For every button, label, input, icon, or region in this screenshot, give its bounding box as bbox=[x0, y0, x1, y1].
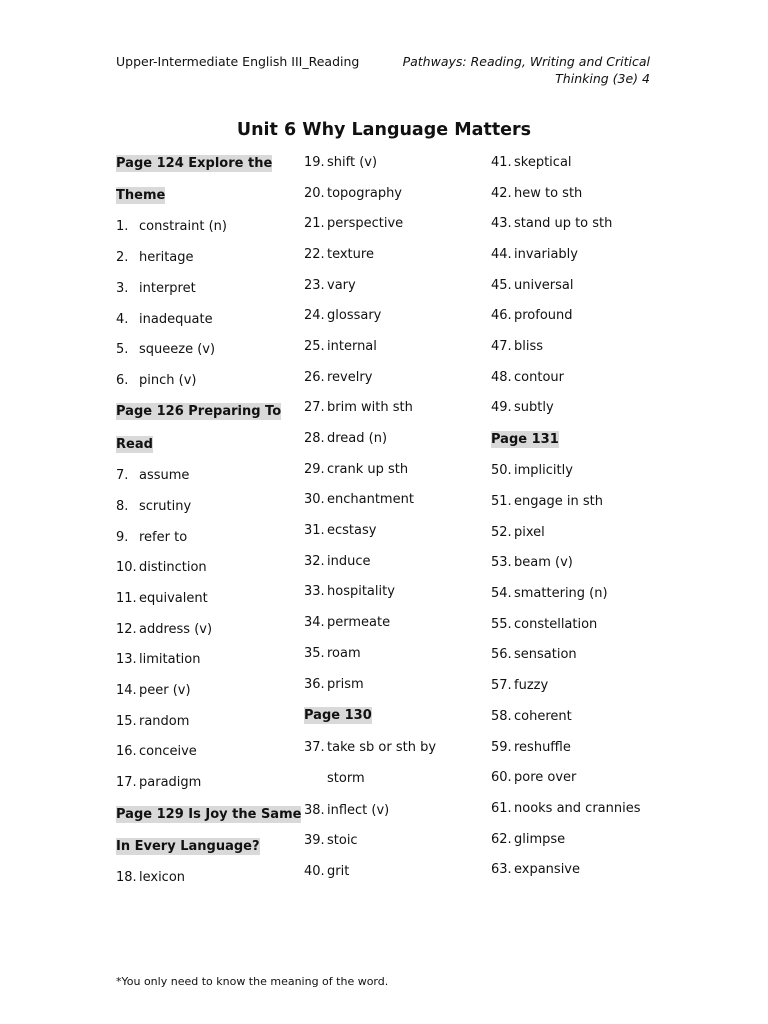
vocab-item bbox=[116, 583, 286, 614]
vocab-item-term: limitation bbox=[139, 652, 201, 668]
vocab-item-term: paradigm bbox=[139, 775, 202, 791]
vocab-item-term: bliss bbox=[514, 338, 544, 354]
vocab-item-number: 45. bbox=[491, 277, 512, 293]
vocab-item-number: 12. bbox=[116, 621, 137, 637]
vocab-item bbox=[116, 273, 286, 304]
vocab-item-number: 32. bbox=[304, 553, 325, 569]
vocab-item-term: pixel bbox=[514, 524, 545, 540]
vocab-item-number: 39. bbox=[304, 833, 325, 849]
vocab-item-number: 49. bbox=[491, 400, 512, 416]
vocab-item-number: 26. bbox=[304, 369, 325, 385]
vocab-item-number: 23. bbox=[304, 277, 325, 293]
vocab-item bbox=[304, 208, 474, 239]
vocab-item-number: 36. bbox=[304, 676, 325, 692]
vocab-item-number: 11. bbox=[116, 590, 137, 606]
vocab-item bbox=[116, 737, 286, 768]
vocab-item bbox=[304, 577, 474, 608]
vocab-item bbox=[304, 485, 474, 516]
vocab-item-number: 2. bbox=[116, 250, 129, 266]
vocab-item-number: 51. bbox=[491, 494, 512, 510]
vocab-item bbox=[116, 767, 286, 798]
vocab-item bbox=[116, 212, 286, 243]
vocab-item-term: lexicon bbox=[139, 870, 186, 886]
vocab-item bbox=[491, 640, 661, 671]
vocab-column-1 bbox=[116, 147, 302, 893]
section-heading-text: Page 124 Explore the bbox=[116, 155, 273, 171]
vocab-item-number: 8. bbox=[116, 498, 129, 514]
vocab-item bbox=[491, 147, 661, 178]
header-course: Upper-Intermediate English III_Reading bbox=[116, 54, 360, 69]
header-book-line2: Thinking (3e) 4 bbox=[555, 71, 650, 86]
vocab-item-term: glossary bbox=[327, 308, 382, 324]
vocab-item bbox=[491, 270, 661, 301]
vocab-item-term: interpret bbox=[139, 280, 196, 296]
vocab-item-term: constellation bbox=[514, 616, 598, 632]
vocab-item-number: 50. bbox=[491, 463, 512, 479]
vocab-item bbox=[304, 856, 474, 887]
vocab-item-number: 53. bbox=[491, 555, 512, 571]
vocab-item-continuation: storm bbox=[327, 771, 365, 786]
section-heading bbox=[116, 830, 286, 862]
vocab-item-number: 48. bbox=[491, 369, 512, 385]
vocab-item-term: scrutiny bbox=[139, 498, 192, 514]
vocab-item bbox=[116, 552, 286, 583]
vocab-item-term: engage in sth bbox=[514, 494, 603, 510]
vocab-item-number: 38. bbox=[304, 802, 325, 818]
vocab-item-term: revelry bbox=[327, 369, 373, 385]
vocab-item bbox=[491, 793, 661, 824]
vocab-item-term: sensation bbox=[514, 647, 577, 663]
vocab-item-term: address (v) bbox=[139, 621, 213, 637]
vocab-item-term: texture bbox=[327, 246, 374, 262]
vocab-item-number: 14. bbox=[116, 682, 137, 698]
header-book bbox=[380, 53, 650, 87]
vocab-item-number: 46. bbox=[491, 308, 512, 324]
vocab-item-number: 44. bbox=[491, 246, 512, 262]
vocab-item-term: universal bbox=[514, 277, 574, 293]
vocab-item-number: 40. bbox=[304, 863, 325, 879]
vocab-item-number: 37. bbox=[304, 739, 325, 755]
vocab-item bbox=[304, 270, 474, 301]
section-heading-text: Page 130 bbox=[304, 708, 372, 724]
vocab-item-number: 42. bbox=[491, 185, 512, 201]
section-heading-text: Page 129 Is Joy the Same bbox=[116, 806, 302, 822]
vocab-item bbox=[304, 362, 474, 393]
vocab-item-term: profound bbox=[514, 308, 573, 324]
vocab-item-number: 47. bbox=[491, 338, 512, 354]
vocab-item-number: 31. bbox=[304, 523, 325, 539]
vocab-item-number: 62. bbox=[491, 831, 512, 847]
vocab-item bbox=[491, 854, 661, 885]
vocab-item-number: 4. bbox=[116, 311, 129, 327]
vocab-item-term: peer (v) bbox=[139, 682, 191, 698]
section-heading bbox=[116, 147, 286, 179]
vocab-item-number: 28. bbox=[304, 431, 325, 447]
vocab-item bbox=[304, 669, 474, 700]
vocab-item bbox=[491, 670, 661, 701]
vocab-item-term: assume bbox=[139, 468, 190, 484]
vocab-item-term: equivalent bbox=[139, 590, 208, 606]
vocab-item-term: induce bbox=[327, 553, 371, 569]
vocab-item-term: roam bbox=[327, 645, 361, 661]
vocab-item bbox=[491, 300, 661, 331]
vocab-item-number: 33. bbox=[304, 584, 325, 600]
vocab-item-term: shift (v) bbox=[327, 154, 378, 170]
vocab-item bbox=[491, 455, 661, 486]
vocab-item-number: 18. bbox=[116, 870, 137, 886]
vocab-item bbox=[304, 607, 474, 638]
vocab-item bbox=[491, 362, 661, 393]
vocab-item-number: 21. bbox=[304, 216, 325, 232]
vocab-item bbox=[491, 208, 661, 239]
vocab-item-number: 34. bbox=[304, 615, 325, 631]
vocab-item-term: distinction bbox=[139, 560, 207, 576]
vocab-item-term: stoic bbox=[327, 833, 358, 849]
vocab-item-number: 20. bbox=[304, 185, 325, 201]
vocab-item bbox=[491, 239, 661, 270]
section-heading bbox=[116, 179, 286, 211]
vocab-item-term: contour bbox=[514, 369, 564, 385]
vocab-item-term: brim with sth bbox=[327, 400, 413, 416]
vocab-item-number: 7. bbox=[116, 468, 129, 484]
vocab-item-term: prism bbox=[327, 676, 364, 692]
vocab-item bbox=[491, 331, 661, 362]
vocab-item-number: 3. bbox=[116, 280, 129, 296]
vocab-item-number: 10. bbox=[116, 560, 137, 576]
vocab-item-term: take sb or sth by bbox=[327, 739, 437, 755]
vocab-item bbox=[304, 393, 474, 424]
vocab-item bbox=[116, 304, 286, 335]
section-heading-text: Theme bbox=[116, 187, 166, 203]
page-title: Unit 6 Why Language Matters bbox=[236, 120, 532, 140]
vocab-item-number: 1. bbox=[116, 219, 129, 235]
vocab-item-number: 60. bbox=[491, 770, 512, 786]
vocab-item-number: 58. bbox=[491, 708, 512, 724]
vocab-item bbox=[304, 825, 474, 856]
vocab-item-number: 35. bbox=[304, 645, 325, 661]
vocab-item-term: inflect (v) bbox=[327, 802, 390, 818]
vocab-item-term: constraint (n) bbox=[139, 219, 227, 235]
vocab-item-term: heritage bbox=[139, 250, 194, 266]
vocab-item-number: 56. bbox=[491, 647, 512, 663]
vocab-item-term: squeeze (v) bbox=[139, 342, 216, 358]
vocab-item-term: conceive bbox=[139, 744, 197, 760]
vocab-item bbox=[304, 638, 474, 669]
vocab-item-number: 29. bbox=[304, 461, 325, 477]
vocab-item bbox=[304, 732, 474, 763]
vocab-item-term: stand up to sth bbox=[514, 216, 613, 232]
vocab-item bbox=[304, 178, 474, 209]
vocab-item bbox=[491, 824, 661, 855]
section-heading-text: Read bbox=[116, 436, 153, 452]
vocab-item-term: coherent bbox=[514, 708, 572, 724]
vocab-item bbox=[116, 614, 286, 645]
vocab-item-term: enchantment bbox=[327, 492, 414, 508]
vocab-item-term: implicitly bbox=[514, 463, 573, 479]
vocab-item bbox=[116, 242, 286, 273]
vocab-column-2 bbox=[304, 147, 474, 887]
vocab-item bbox=[304, 546, 474, 577]
vocab-item bbox=[304, 331, 474, 362]
vocab-item-term: inadequate bbox=[139, 311, 213, 327]
vocab-item bbox=[491, 578, 661, 609]
section-heading-text: Page 126 Preparing To bbox=[116, 404, 282, 420]
vocab-item-number: 55. bbox=[491, 616, 512, 632]
vocab-column-3 bbox=[491, 147, 661, 885]
vocab-item-term: fuzzy bbox=[514, 678, 549, 694]
vocab-item-term: nooks and crannies bbox=[514, 800, 641, 816]
vocab-item bbox=[304, 239, 474, 270]
vocab-item-term: expansive bbox=[514, 862, 580, 878]
vocab-item-term: hospitality bbox=[327, 584, 395, 600]
section-heading-text: In Every Language? bbox=[116, 838, 260, 854]
vocab-item bbox=[491, 178, 661, 209]
vocab-item bbox=[116, 460, 286, 491]
vocab-item bbox=[304, 300, 474, 331]
vocab-item bbox=[304, 147, 474, 178]
vocab-item-term: internal bbox=[327, 338, 377, 354]
vocab-item bbox=[116, 862, 286, 893]
vocab-item bbox=[116, 522, 286, 553]
vocab-item-term: ecstasy bbox=[327, 523, 377, 539]
vocab-item-term: topography bbox=[327, 185, 403, 201]
section-heading-text: Page 131 bbox=[491, 431, 559, 447]
vocab-item bbox=[491, 548, 661, 579]
vocab-item bbox=[491, 609, 661, 640]
vocab-item bbox=[304, 423, 474, 454]
vocab-item-number: 24. bbox=[304, 308, 325, 324]
vocab-item-number: 30. bbox=[304, 492, 325, 508]
vocab-item-term: beam (v) bbox=[514, 555, 573, 571]
vocab-item-number: 13. bbox=[116, 652, 137, 668]
vocab-item-term: perspective bbox=[327, 216, 404, 232]
header-book-line1: Pathways: Reading, Writing and Critical bbox=[402, 54, 650, 69]
vocab-item-term: pore over bbox=[514, 770, 577, 786]
vocab-item-term: skeptical bbox=[514, 154, 572, 170]
vocab-item-term: pinch (v) bbox=[139, 372, 197, 388]
section-heading bbox=[304, 699, 474, 731]
vocab-item-term: permeate bbox=[327, 615, 391, 631]
vocab-item-term: grit bbox=[327, 863, 350, 879]
vocab-item-number: 61. bbox=[491, 800, 512, 816]
vocab-item bbox=[304, 795, 474, 826]
vocab-item-number: 16. bbox=[116, 744, 137, 760]
vocab-item-term: subtly bbox=[514, 400, 554, 416]
vocab-item-term: crank up sth bbox=[327, 461, 409, 477]
vocab-item bbox=[116, 644, 286, 675]
vocab-item-term: random bbox=[139, 713, 190, 729]
vocab-item-number: 15. bbox=[116, 713, 137, 729]
vocab-item bbox=[116, 365, 286, 396]
vocab-item-term: refer to bbox=[139, 529, 188, 545]
vocab-item-number: 17. bbox=[116, 775, 137, 791]
vocab-item-number: 25. bbox=[304, 338, 325, 354]
section-heading bbox=[116, 798, 302, 830]
vocab-item-term: vary bbox=[327, 277, 356, 293]
vocab-item-term: hew to sth bbox=[514, 185, 583, 201]
vocab-item-number: 43. bbox=[491, 216, 512, 232]
vocab-item bbox=[491, 517, 661, 548]
vocab-item-term: dread (n) bbox=[327, 431, 388, 447]
vocab-item bbox=[116, 675, 286, 706]
vocab-item-number: 41. bbox=[491, 154, 512, 170]
vocab-item-number: 54. bbox=[491, 586, 512, 602]
footnote: *You only need to know the meaning of the word. bbox=[116, 975, 389, 988]
section-heading bbox=[116, 428, 286, 460]
vocab-item bbox=[304, 515, 474, 546]
vocab-item-number: 19. bbox=[304, 154, 325, 170]
vocab-item-term: glimpse bbox=[514, 831, 566, 847]
vocab-item bbox=[304, 454, 474, 485]
vocab-item bbox=[491, 486, 661, 517]
vocab-item bbox=[491, 732, 661, 763]
vocab-item-number: 59. bbox=[491, 739, 512, 755]
vocab-item-term: invariably bbox=[514, 246, 578, 262]
vocab-item bbox=[116, 334, 286, 365]
vocab-item bbox=[491, 762, 661, 793]
vocab-item-number: 22. bbox=[304, 246, 325, 262]
vocab-item-number: 9. bbox=[116, 529, 129, 545]
vocab-item bbox=[491, 701, 661, 732]
vocab-item-number: 57. bbox=[491, 678, 512, 694]
vocab-item-number: 27. bbox=[304, 400, 325, 416]
vocab-item-term: smattering (n) bbox=[514, 586, 608, 602]
vocab-item-number: 6. bbox=[116, 372, 129, 388]
section-heading bbox=[491, 423, 661, 455]
vocab-item bbox=[116, 491, 286, 522]
section-heading bbox=[116, 396, 286, 428]
vocab-item-number: 63. bbox=[491, 862, 512, 878]
vocab-item-term: reshuffle bbox=[514, 739, 571, 755]
vocab-item-number: 52. bbox=[491, 524, 512, 540]
vocab-item-number: 5. bbox=[116, 342, 129, 358]
vocab-item bbox=[116, 706, 286, 737]
vocab-item bbox=[491, 393, 661, 424]
